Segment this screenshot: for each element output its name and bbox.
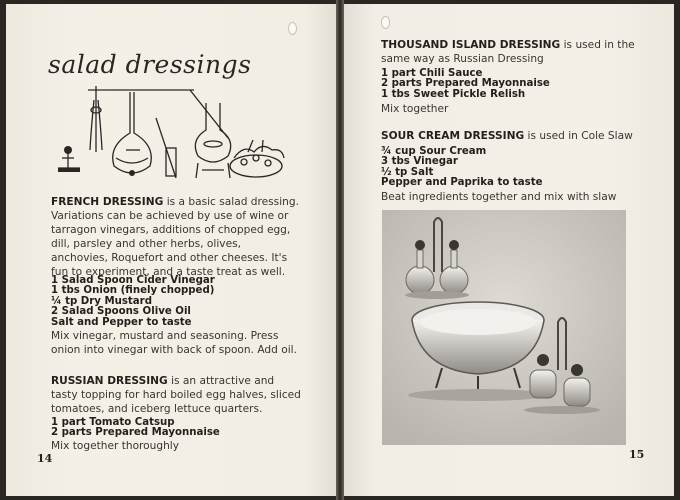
book-spine [336,0,344,500]
ingredient-line: 2 Salad Spoons Olive Oil [51,306,191,318]
page-number: 14 [37,452,53,465]
sour-cream-description [381,129,636,143]
ingredient-line: 1 part Tomato Catsup [51,417,175,428]
punch-hole [288,22,297,35]
russian-dressing-desc: is an attractive and tasty topping for hard boiled egg halves, sliced tomatoes, and iceberg lettuce quarters. [51,375,301,415]
ingredient-line: 3 tbs Vinegar [381,156,458,168]
ingredient-line: Pepper and Paprika to taste [381,177,543,189]
glassware-photo [382,210,626,445]
sour-cream-method: Beat ingredients together and mix with slaw [381,191,617,203]
ingredient-line: Salt and Pepper to taste [51,316,192,328]
ingredient-line: 1 Salad Spoon Cider Vinegar [51,275,215,286]
chemistry-illustration [48,78,288,188]
thousand-island-name: THOUSAND ISLAND DRESSING [381,39,561,51]
ingredient-line: 2 parts Prepared Mayonnaise [381,78,550,90]
sour-cream-ingredients [381,147,636,189]
ingredient-line: 1 tbs Sweet Pickle Relish [381,88,526,100]
ingredient-line: ¾ cup Sour Cream [381,146,487,157]
thousand-island-desc: is used in the same way as Russian Dressing [381,39,635,65]
page-number: 15 [629,448,645,461]
french-dressing-description [51,195,301,279]
russian-dressing-method: Mix together thoroughly [51,440,180,452]
ingredient-line: ¼ tp Dry Mustard [51,295,152,307]
thousand-island-description [381,38,636,66]
ingredient-line: 1 part Chili Sauce [381,68,483,79]
french-dressing-ingredients [51,276,301,328]
russian-dressing-name: RUSSIAN DRESSING [51,375,168,387]
ingredient-line: 2 parts Prepared Mayonnaise [51,427,220,439]
punch-hole [381,16,390,29]
french-dressing-method: Mix vinegar, mustard and seasoning. Press onion into vinegar with back of spoon. Add oil. [51,330,297,356]
russian-dressing-ingredients [51,418,301,439]
thousand-island-method: Mix together [381,103,449,115]
page-title: salad dressings [48,50,252,79]
sour-cream-name: SOUR CREAM DRESSING [381,130,525,142]
photo-illustration [382,210,626,445]
french-dressing-desc: is a basic salad dressing. Variations can be achieved by use of wine or tarragon vinegars, additions of chopped egg, dill, parsley and other herbs, olives, anchovies, Roquefort and other cheeses. It's fun to experiment, and a taste treat as well. [51,196,299,278]
french-dressing-name: FRENCH DRESSING [51,196,164,208]
ingredient-line: 1 tbs Onion (finely chopped) [51,285,215,297]
thousand-island-ingredients [381,69,636,100]
ingredient-line: ½ tp Salt [381,166,434,178]
russian-dressing-description [51,374,301,416]
sour-cream-desc: is used in Cole Slaw [527,130,633,142]
